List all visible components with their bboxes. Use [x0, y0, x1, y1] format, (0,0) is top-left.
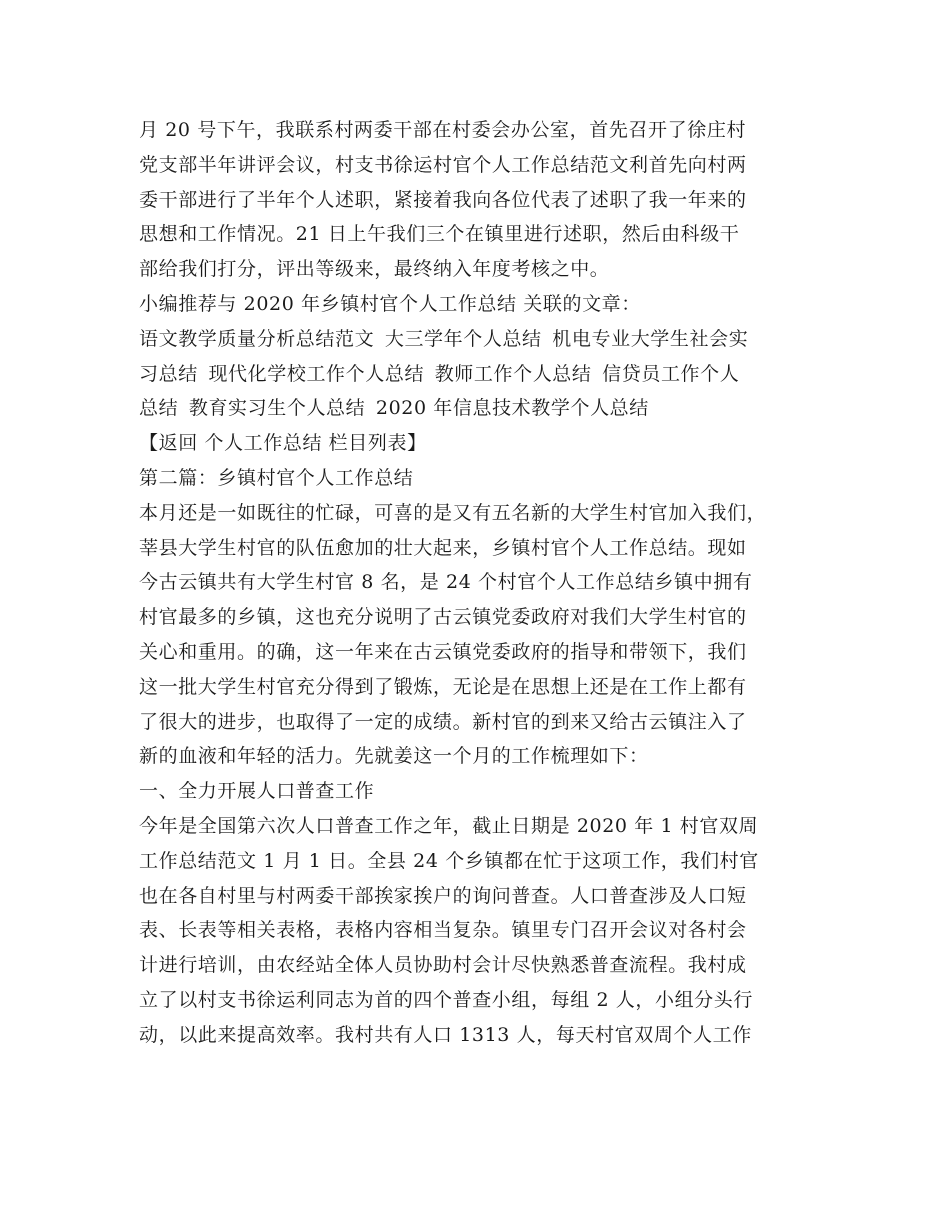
text-line: 党支部半年讲评会议，村支书徐运村官个人工作总结范文利首先向村两 [139, 153, 747, 176]
related-heading: 小编推荐与 2020 年乡镇村官个人工作总结 关联的文章： [139, 292, 641, 315]
text-line: 部给我们打分，评出等级来，最终纳入年度考核之中。 [139, 258, 610, 281]
subheading: 一、全力开展人口普查工作 [139, 780, 375, 803]
related-link[interactable]: 总结 [139, 397, 179, 420]
text-line: 动，以此来提高效率。我村共有人口 1313 人，每天村官双周个人工作 [139, 1023, 752, 1046]
text-line: 本月还是一如既往的忙碌，可喜的是又有五名新的大学生村官加入我们， [139, 501, 767, 524]
text-line: 这一批大学生村官充分得到了锻炼，无论是在思想上还是在工作上都有 [139, 675, 747, 698]
text-line: 新的血液和年轻的活力。先就姜这一个月的工作梳理如下： [139, 745, 649, 768]
text-line: 今年是全国第六次人口普查工作之年，截止日期是 2020 年 1 村官双周 [139, 814, 759, 837]
related-link[interactable]: 信贷员工作个人 [602, 362, 740, 385]
text-line: 表、长表等相关表格，表格内容相当复杂。镇里专门召开会议对各村会 [139, 919, 747, 942]
document-body [139, 113, 829, 1053]
text-line: 村官最多的乡镇，这也充分说明了古云镇党委政府对我们大学生村官的 [139, 606, 747, 629]
section-title: 第二篇：乡镇村官个人工作总结 [139, 466, 414, 489]
related-link[interactable]: 大三学年个人总结 [384, 327, 542, 350]
related-link[interactable]: 现代化学校工作个人总结 [208, 362, 425, 385]
back-to-list-link[interactable]: 【返回 个人工作总结 栏目列表】 [139, 432, 427, 455]
text-line: 委干部进行了半年个人述职，紧接着我向各位代表了述职了我一年来的 [139, 188, 747, 211]
text-line: 立了以村支书徐运利同志为首的四个普查小组，每组 2 人，小组分头行 [139, 988, 753, 1011]
related-link[interactable]: 习总结 [139, 362, 198, 385]
related-links-line [139, 357, 829, 392]
text-line: 思想和工作情况。21 日上午我们三个在镇里进行述职，然后由科级干 [139, 223, 740, 246]
related-links-line [139, 322, 829, 357]
related-link[interactable]: 语文教学质量分析总结范文 [139, 327, 375, 350]
related-link[interactable]: 机电专业大学生社会实 [552, 327, 749, 350]
text-line: 工作总结范文 1 月 1 日。全县 24 个乡镇都在忙于这项工作，我们村官 [139, 849, 759, 872]
text-line: 今古云镇共有大学生村官 8 名，是 24 个村官个人工作总结乡镇中拥有 [139, 571, 753, 594]
related-link[interactable]: 教育实习生个人总结 [188, 397, 366, 420]
text-line: 关心和重用。的确，这一年来在古云镇党委政府的指导和带领下，我们 [139, 640, 747, 663]
related-links-line [139, 391, 829, 426]
text-line: 计进行培训，由农经站全体人员协助村会计尽快熟悉普查流程。我村成 [139, 954, 747, 977]
related-link[interactable]: 教师工作个人总结 [434, 362, 592, 385]
text-line: 月 20 号下午，我联系村两委干部在村委会办公室，首先召开了徐庄村 [139, 119, 747, 141]
related-link[interactable]: 2020 年信息技术教学个人总结 [375, 397, 649, 420]
text-line: 也在各自村里与村两委干部挨家挨户的询问普查。人口普查涉及人口短 [139, 884, 747, 907]
text-line: 了很大的进步，也取得了一定的成绩。新村官的到来又给古云镇注入了 [139, 710, 747, 733]
text-line: 莘县大学生村官的队伍愈加的壮大起来，乡镇村官个人工作总结。现如 [139, 536, 747, 559]
